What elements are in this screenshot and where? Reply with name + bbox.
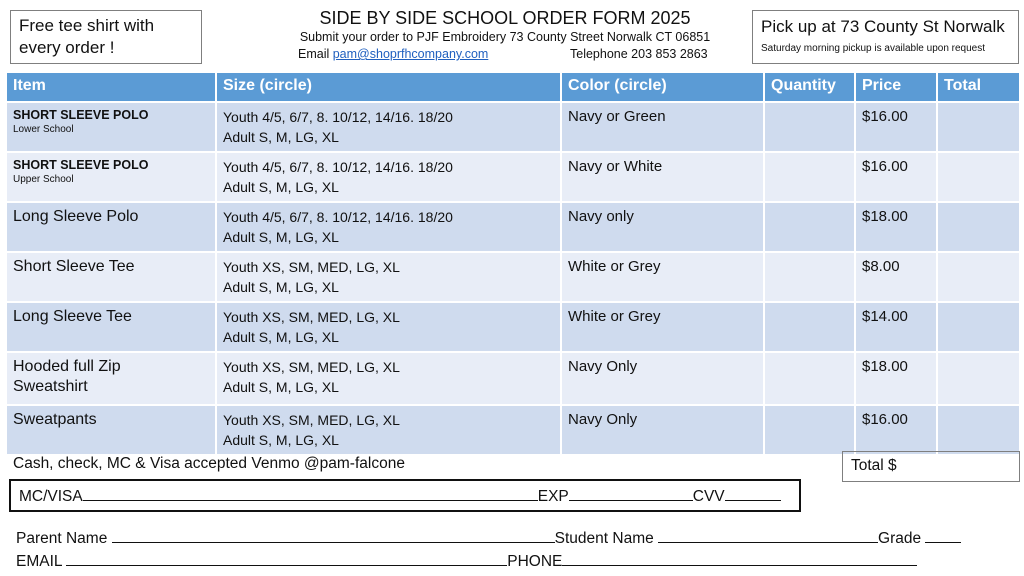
form-header xyxy=(260,7,750,63)
col-header-total: Total xyxy=(937,72,1020,102)
youth-sizes: Youth 4/5, 6/7, 8. 10/12, 14/16. 18/20 xyxy=(223,109,453,125)
total-cell[interactable] xyxy=(937,302,1020,352)
total-cell[interactable] xyxy=(937,252,1020,302)
grade-label: Grade xyxy=(878,530,926,547)
youth-sizes: Youth 4/5, 6/7, 8. 10/12, 14/16. 18/20 xyxy=(223,209,453,225)
quantity-cell[interactable] xyxy=(764,252,855,302)
price-cell: $16.00 xyxy=(855,152,937,202)
submit-instructions: Submit your order to PJF Embroidery 73 County Street Norwalk CT 06851 xyxy=(299,30,711,44)
size-cell[interactable] xyxy=(216,102,561,152)
telephone: Telephone 203 853 2863 xyxy=(570,47,708,61)
student-name-label: Student Name xyxy=(554,530,659,547)
price-cell: $16.00 xyxy=(855,102,937,152)
quantity-cell[interactable] xyxy=(764,352,855,405)
adult-sizes: Adult S, M, LG, XL xyxy=(223,379,339,395)
col-header-color: Color (circle) xyxy=(561,72,764,102)
pickup-location: Pick up at 73 County St Norwalk xyxy=(761,17,1005,36)
size-cell[interactable] xyxy=(216,152,561,202)
exp-field[interactable] xyxy=(569,486,693,501)
color-cell[interactable]: White or Grey xyxy=(561,302,764,352)
phone-label: PHONE xyxy=(507,553,563,570)
size-cell[interactable] xyxy=(216,202,561,252)
email-contact xyxy=(298,46,488,63)
price-cell: $18.00 xyxy=(855,352,937,405)
adult-sizes: Adult S, M, LG, XL xyxy=(223,229,339,245)
quantity-cell[interactable] xyxy=(764,405,855,455)
email-field[interactable] xyxy=(66,551,507,566)
color-cell[interactable]: Navy only xyxy=(561,202,764,252)
email-link[interactable]: pam@shoprfhcompany.com xyxy=(332,47,489,61)
item-name: Hooded full Zip xyxy=(13,358,121,375)
table-row xyxy=(6,202,1020,252)
item-cell: Long Sleeve Tee xyxy=(6,302,216,352)
total-label: Total $ xyxy=(851,457,897,474)
card-info-box xyxy=(9,479,801,512)
table-row xyxy=(6,302,1020,352)
table-header-row xyxy=(6,72,1020,102)
size-cell[interactable] xyxy=(216,352,561,405)
adult-sizes: Adult S, M, LG, XL xyxy=(223,329,339,345)
promo-line-2: every order ! xyxy=(19,38,115,57)
youth-sizes: Youth XS, SM, MED, LG, XL xyxy=(223,309,400,325)
table-row xyxy=(6,102,1020,152)
total-cell[interactable] xyxy=(937,352,1020,405)
promo-line-1: Free tee shirt with xyxy=(19,16,155,35)
parent-name-field[interactable] xyxy=(112,528,555,543)
item-cell: Long Sleeve Polo xyxy=(6,202,216,252)
total-cell[interactable] xyxy=(937,202,1020,252)
quantity-cell[interactable] xyxy=(764,302,855,352)
item-sub: Lower School xyxy=(13,124,74,135)
grand-total-field[interactable] xyxy=(842,451,1020,482)
phone-field[interactable] xyxy=(562,551,917,566)
price-cell: $16.00 xyxy=(855,405,937,455)
item-cell: Sweatpants xyxy=(6,405,216,455)
total-cell[interactable] xyxy=(937,102,1020,152)
quantity-cell[interactable] xyxy=(764,202,855,252)
email-label: Email xyxy=(298,47,333,61)
quantity-cell[interactable] xyxy=(764,152,855,202)
pickup-info-box xyxy=(752,10,1019,64)
youth-sizes: Youth 4/5, 6/7, 8. 10/12, 14/16. 18/20 xyxy=(223,159,453,175)
payment-methods-note: Cash, check, MC & Visa accepted Venmo @pam-falcone xyxy=(13,455,405,472)
parent-student-row xyxy=(16,528,961,548)
pickup-note: Saturday morning pickup is available upon request xyxy=(761,43,986,54)
cvv-label: CVV xyxy=(692,488,725,505)
table-row xyxy=(6,252,1020,302)
color-cell[interactable]: Navy Only xyxy=(561,352,764,405)
grade-field[interactable] xyxy=(925,528,961,543)
email-phone-row xyxy=(16,551,917,571)
table-row xyxy=(6,405,1020,455)
email-label: EMAIL xyxy=(16,553,67,570)
col-header-size: Size (circle) xyxy=(216,72,561,102)
price-cell: $8.00 xyxy=(855,252,937,302)
price-cell: $18.00 xyxy=(855,202,937,252)
total-cell[interactable] xyxy=(937,405,1020,455)
item-cell xyxy=(6,152,216,202)
youth-sizes: Youth XS, SM, MED, LG, XL xyxy=(223,412,400,428)
quantity-cell[interactable] xyxy=(764,102,855,152)
item-name: SHORT SLEEVE POLO xyxy=(13,158,149,172)
adult-sizes: Adult S, M, LG, XL xyxy=(223,179,339,195)
adult-sizes: Adult S, M, LG, XL xyxy=(223,129,339,145)
col-header-price: Price xyxy=(855,72,937,102)
card-number-field[interactable] xyxy=(83,486,538,501)
size-cell[interactable] xyxy=(216,252,561,302)
free-tee-promo-box xyxy=(10,10,202,64)
adult-sizes: Adult S, M, LG, XL xyxy=(223,279,339,295)
youth-sizes: Youth XS, SM, MED, LG, XL xyxy=(223,259,400,275)
price-cell: $14.00 xyxy=(855,302,937,352)
table-row xyxy=(6,152,1020,202)
adult-sizes: Adult S, M, LG, XL xyxy=(223,432,339,448)
item-cell xyxy=(6,102,216,152)
color-cell[interactable]: Navy Only xyxy=(561,405,764,455)
col-header-quantity: Quantity xyxy=(764,72,855,102)
size-cell[interactable] xyxy=(216,302,561,352)
item-cell: Short Sleeve Tee xyxy=(6,252,216,302)
color-cell[interactable]: Navy or Green xyxy=(561,102,764,152)
color-cell[interactable]: White or Grey xyxy=(561,252,764,302)
youth-sizes: Youth XS, SM, MED, LG, XL xyxy=(223,359,400,375)
order-table xyxy=(5,71,1021,456)
item-sub: Upper School xyxy=(13,174,74,185)
total-cell[interactable] xyxy=(937,152,1020,202)
item-name: SHORT SLEEVE POLO xyxy=(13,108,149,122)
item-name-line2: Sweatshirt xyxy=(13,378,88,395)
color-cell[interactable]: Navy or White xyxy=(561,152,764,202)
parent-name-label: Parent Name xyxy=(16,530,112,547)
item-cell xyxy=(6,352,216,405)
page-title: SIDE BY SIDE SCHOOL ORDER FORM 2025 xyxy=(319,8,691,28)
col-header-item: Item xyxy=(6,72,216,102)
card-label: MC/VISA xyxy=(19,488,83,505)
cvv-field[interactable] xyxy=(725,486,781,501)
table-row xyxy=(6,352,1020,405)
exp-label: EXP xyxy=(537,488,569,505)
student-name-field[interactable] xyxy=(658,528,878,543)
size-cell[interactable] xyxy=(216,405,561,455)
contact-line xyxy=(260,46,750,63)
